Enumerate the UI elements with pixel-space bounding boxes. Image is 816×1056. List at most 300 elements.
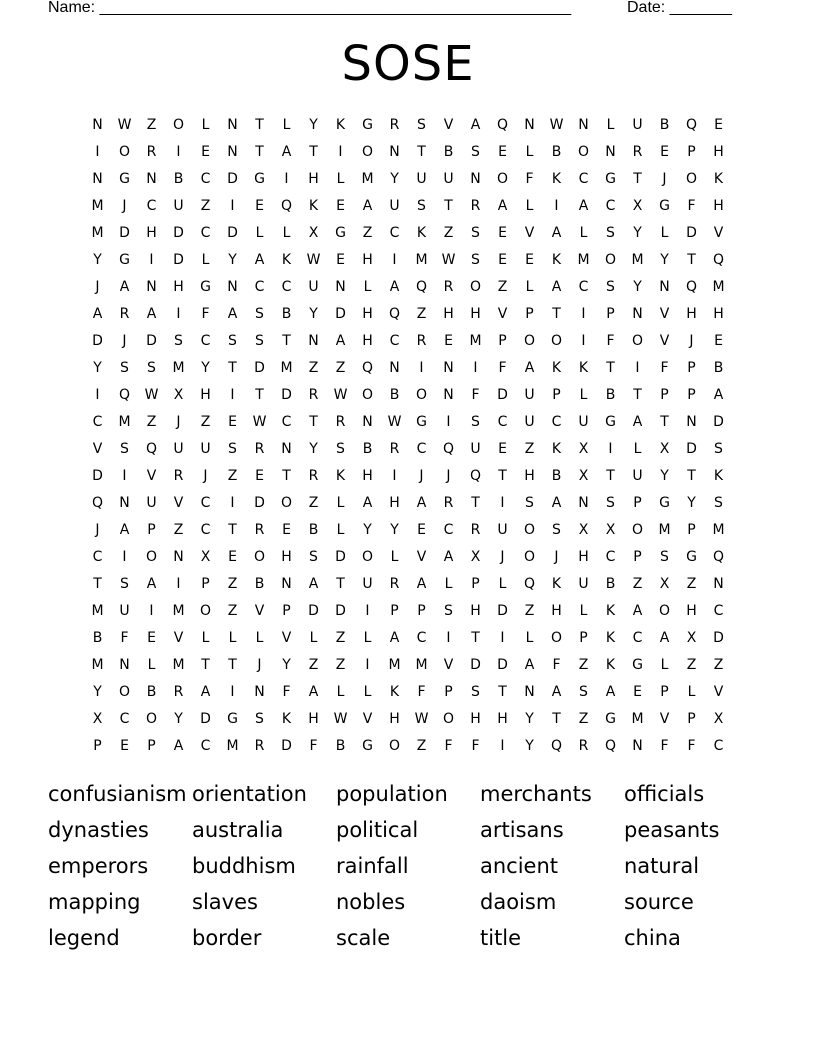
grid-letter: D — [686, 225, 697, 241]
grid-letter: K — [281, 711, 292, 727]
grid-letter: M — [91, 603, 104, 619]
grid-letter: T — [228, 657, 237, 673]
grid-letter: N — [632, 738, 643, 754]
grid-letter: P — [147, 738, 156, 754]
grid-letter: O — [172, 117, 185, 133]
grid-letter: O — [550, 333, 563, 349]
grid-letter: Q — [280, 198, 293, 214]
grid-letter: B — [254, 576, 265, 592]
grid-letter: J — [662, 171, 667, 187]
grid-letter: N — [362, 414, 373, 430]
grid-letter: B — [281, 306, 292, 322]
word-bank-item: border — [192, 926, 262, 950]
grid-letter: D — [254, 495, 265, 511]
grid-letter: S — [228, 333, 237, 349]
grid-letter: R — [308, 468, 319, 484]
grid-letter: Y — [363, 522, 372, 538]
grid-letter: I — [230, 387, 235, 403]
grid-letter: M — [712, 279, 725, 295]
grid-letter: P — [687, 387, 696, 403]
grid-letter: F — [282, 684, 291, 700]
grid-letter: N — [119, 495, 130, 511]
grid-letter: I — [446, 414, 451, 430]
grid-letter: O — [469, 279, 482, 295]
grid-letter: Q — [118, 387, 131, 403]
grid-letter: X — [92, 711, 103, 727]
grid-letter: I — [500, 495, 505, 511]
grid-letter: L — [525, 630, 534, 646]
grid-letter: Z — [227, 603, 238, 619]
grid-letter: H — [497, 711, 508, 727]
grid-letter: H — [551, 603, 562, 619]
grid-letter: C — [254, 279, 265, 295]
grid-letter: Z — [146, 414, 157, 430]
grid-letter: V — [362, 711, 373, 727]
grid-letter: P — [633, 495, 642, 511]
grid-letter: I — [554, 198, 559, 214]
grid-letter: R — [389, 576, 400, 592]
grid-letter: K — [713, 468, 724, 484]
grid-letter: S — [714, 495, 723, 511]
grid-letter: U — [119, 603, 130, 619]
grid-letter: B — [362, 441, 373, 457]
grid-letter: D — [227, 225, 238, 241]
grid-letter: I — [581, 333, 586, 349]
grid-letter: L — [336, 684, 345, 700]
grid-letter: R — [632, 144, 643, 160]
grid-letter: U — [173, 441, 184, 457]
grid-letter: G — [632, 657, 643, 673]
grid-letter: A — [497, 198, 508, 214]
word-bank-item: buddhism — [192, 854, 296, 878]
grid-letter: A — [659, 630, 670, 646]
grid-letter: E — [498, 252, 507, 268]
word-bank-item: peasants — [624, 818, 720, 842]
grid-letter: B — [659, 117, 670, 133]
grid-letter: U — [497, 522, 508, 538]
grid-letter: V — [416, 549, 427, 565]
grid-letter: K — [335, 468, 346, 484]
grid-letter: F — [498, 360, 507, 376]
grid-letter: N — [389, 144, 400, 160]
grid-letter: I — [635, 360, 640, 376]
grid-letter: T — [93, 576, 102, 592]
grid-letter: R — [146, 144, 157, 160]
grid-letter: D — [497, 657, 508, 673]
grid-letter: M — [361, 171, 374, 187]
grid-letter: L — [147, 657, 156, 673]
grid-letter: W — [117, 117, 132, 133]
grid-letter: N — [632, 306, 643, 322]
grid-letter: U — [524, 387, 535, 403]
grid-letter: O — [631, 333, 644, 349]
grid-letter: M — [712, 522, 725, 538]
grid-letter: G — [335, 225, 346, 241]
grid-letter: H — [686, 603, 697, 619]
grid-letter: X — [578, 522, 589, 538]
grid-letter: B — [335, 738, 346, 754]
grid-letter: C — [92, 549, 103, 565]
grid-letter: Y — [390, 171, 399, 187]
grid-letter: Z — [524, 603, 535, 619]
grid-letter: O — [523, 522, 536, 538]
grid-letter: L — [201, 252, 210, 268]
grid-letter: A — [443, 549, 454, 565]
grid-letter: I — [284, 171, 289, 187]
grid-letter: L — [633, 441, 642, 457]
grid-letter: M — [280, 360, 293, 376]
grid-letter: D — [335, 603, 346, 619]
grid-letter: S — [228, 441, 237, 457]
grid-letter: Z — [335, 360, 346, 376]
grid-letter: U — [470, 441, 481, 457]
grid-letter: Z — [335, 657, 346, 673]
grid-letter: C — [605, 549, 616, 565]
grid-letter: Z — [362, 225, 373, 241]
grid-letter: C — [713, 603, 724, 619]
grid-letter: A — [470, 117, 481, 133]
grid-letter: P — [687, 522, 696, 538]
grid-letter: B — [92, 630, 103, 646]
grid-letter: E — [714, 117, 723, 133]
grid-letter: T — [309, 414, 318, 430]
grid-letter: G — [200, 279, 211, 295]
grid-letter: Z — [227, 576, 238, 592]
grid-letter: T — [498, 684, 507, 700]
grid-letter: L — [606, 117, 615, 133]
grid-letter: C — [713, 738, 724, 754]
grid-letter: Z — [308, 495, 319, 511]
grid-letter: H — [362, 468, 373, 484]
grid-letter: T — [606, 360, 615, 376]
grid-letter: P — [390, 603, 399, 619]
grid-letter: D — [146, 333, 157, 349]
grid-letter: I — [500, 738, 505, 754]
grid-letter: P — [552, 387, 561, 403]
grid-letter: T — [228, 522, 237, 538]
grid-letter: R — [470, 522, 481, 538]
grid-letter: Z — [524, 441, 535, 457]
grid-letter: K — [551, 252, 562, 268]
grid-letter: Q — [550, 738, 563, 754]
grid-letter: U — [389, 198, 400, 214]
grid-letter: D — [254, 360, 265, 376]
grid-letter: Z — [497, 279, 508, 295]
grid-letter: P — [417, 603, 426, 619]
grid-letter: F — [687, 738, 696, 754]
grid-letter: N — [92, 117, 103, 133]
grid-letter: J — [257, 657, 262, 673]
grid-letter: Y — [309, 441, 318, 457]
grid-letter: F — [660, 360, 669, 376]
grid-letter: K — [605, 657, 616, 673]
grid-letter: T — [687, 252, 696, 268]
grid-letter: Z — [632, 576, 643, 592]
word-bank-item: nobles — [336, 890, 406, 914]
grid-letter: Y — [390, 522, 399, 538]
grid-letter: V — [713, 225, 724, 241]
grid-letter: E — [201, 144, 210, 160]
grid-letter: T — [498, 468, 507, 484]
grid-letter: S — [606, 495, 615, 511]
grid-letter: N — [146, 171, 157, 187]
grid-letter: D — [335, 306, 346, 322]
grid-letter: V — [659, 711, 670, 727]
grid-letter: N — [659, 279, 670, 295]
grid-letter: R — [578, 738, 589, 754]
grid-letter: K — [281, 252, 292, 268]
grid-letter: A — [551, 495, 562, 511]
grid-letter: K — [605, 603, 616, 619]
grid-letter: V — [659, 306, 670, 322]
grid-letter: Y — [93, 252, 102, 268]
grid-letter: N — [254, 684, 265, 700]
grid-letter: V — [281, 630, 292, 646]
grid-letter: R — [119, 306, 130, 322]
grid-letter: D — [92, 333, 103, 349]
grid-letter: F — [201, 306, 210, 322]
grid-letter: C — [578, 171, 589, 187]
grid-letter: S — [471, 225, 480, 241]
grid-letter: A — [254, 252, 265, 268]
grid-letter: B — [713, 360, 724, 376]
grid-letter: N — [227, 279, 238, 295]
grid-letter: K — [416, 225, 427, 241]
grid-letter: I — [365, 603, 370, 619]
grid-letter: I — [230, 684, 235, 700]
grid-letter: E — [228, 549, 237, 565]
grid-letter: F — [606, 333, 615, 349]
grid-letter: Z — [173, 522, 184, 538]
grid-letter: A — [308, 684, 319, 700]
grid-letter: K — [335, 117, 346, 133]
grid-letter: B — [308, 522, 319, 538]
word-bank-item: mapping — [48, 890, 141, 914]
grid-letter: L — [228, 630, 237, 646]
grid-letter: J — [95, 279, 100, 295]
grid-letter: S — [471, 414, 480, 430]
grid-letter: N — [578, 495, 589, 511]
grid-letter: W — [414, 711, 429, 727]
grid-letter: S — [255, 333, 264, 349]
grid-letter: K — [551, 360, 562, 376]
grid-letter: T — [687, 468, 696, 484]
grid-letter: C — [200, 522, 211, 538]
grid-letter: O — [361, 144, 374, 160]
grid-letter: S — [120, 576, 129, 592]
grid-letter: B — [605, 387, 616, 403]
word-bank-item: rainfall — [336, 854, 409, 878]
grid-letter: A — [632, 414, 643, 430]
grid-letter: I — [176, 144, 181, 160]
grid-letter: A — [362, 198, 373, 214]
grid-letter: K — [578, 360, 589, 376]
grid-letter: N — [335, 279, 346, 295]
grid-letter: L — [579, 225, 588, 241]
grid-letter: H — [308, 711, 319, 727]
grid-letter: E — [660, 144, 669, 160]
grid-letter: U — [308, 279, 319, 295]
grid-letter: O — [577, 144, 590, 160]
grid-letter: W — [549, 117, 564, 133]
word-bank-item: title — [480, 926, 522, 950]
grid-letter: L — [336, 522, 345, 538]
grid-letter: H — [173, 279, 184, 295]
grid-letter: S — [417, 117, 426, 133]
grid-letter: I — [446, 630, 451, 646]
grid-letter: C — [200, 225, 211, 241]
grid-letter: L — [498, 576, 507, 592]
grid-letter: C — [416, 441, 427, 457]
grid-letter: D — [173, 225, 184, 241]
grid-letter: S — [444, 603, 453, 619]
grid-letter: C — [119, 711, 130, 727]
grid-letter: R — [254, 441, 265, 457]
grid-letter: O — [631, 522, 644, 538]
grid-letter: P — [606, 306, 615, 322]
grid-letter: Q — [388, 306, 401, 322]
grid-letter: D — [281, 738, 292, 754]
grid-letter: O — [118, 684, 131, 700]
grid-letter: N — [389, 360, 400, 376]
grid-letter: O — [523, 333, 536, 349]
word-bank-item: natural — [624, 854, 700, 878]
grid-letter: D — [713, 414, 724, 430]
grid-letter: Z — [713, 657, 724, 673]
grid-letter: Q — [523, 576, 536, 592]
grid-letter: U — [578, 414, 589, 430]
grid-letter: N — [443, 360, 454, 376]
grid-letter: N — [713, 576, 724, 592]
grid-letter: O — [388, 738, 401, 754]
grid-letter: Y — [633, 225, 642, 241]
grid-letter: A — [713, 387, 724, 403]
grid-letter: Y — [228, 252, 237, 268]
grid-letter: T — [471, 630, 480, 646]
word-bank-item: legend — [48, 926, 120, 950]
grid-letter: I — [230, 495, 235, 511]
grid-letter: Z — [200, 198, 211, 214]
grid-letter: U — [632, 117, 643, 133]
grid-letter: A — [389, 279, 400, 295]
grid-letter: L — [525, 144, 534, 160]
grid-letter: N — [605, 144, 616, 160]
grid-letter: I — [176, 306, 181, 322]
grid-letter: A — [605, 684, 616, 700]
grid-letter: H — [362, 252, 373, 268]
grid-letter: B — [551, 468, 562, 484]
grid-letter: Z — [443, 225, 454, 241]
grid-letter: Z — [686, 657, 697, 673]
grid-letter: Z — [578, 711, 589, 727]
grid-letter: L — [363, 630, 372, 646]
grid-letter: V — [92, 441, 103, 457]
grid-letter: I — [392, 468, 397, 484]
grid-letter: I — [500, 630, 505, 646]
grid-letter: I — [122, 468, 127, 484]
word-bank — [48, 776, 768, 956]
grid-letter: U — [200, 441, 211, 457]
grid-letter: X — [632, 198, 643, 214]
grid-letter: R — [173, 468, 184, 484]
grid-letter: E — [255, 198, 264, 214]
grid-letter: A — [281, 144, 292, 160]
grid-letter: Z — [416, 738, 427, 754]
word-bank-item: political — [336, 818, 419, 842]
grid-letter: N — [281, 576, 292, 592]
grid-letter: Y — [174, 711, 183, 727]
grid-letter: H — [470, 603, 481, 619]
grid-letter: A — [551, 279, 562, 295]
grid-letter: I — [95, 144, 100, 160]
grid-letter: N — [92, 171, 103, 187]
grid-letter: S — [471, 252, 480, 268]
grid-letter: F — [309, 738, 318, 754]
grid-letter: U — [173, 198, 184, 214]
grid-letter: T — [282, 333, 291, 349]
grid-letter: L — [201, 630, 210, 646]
header-line — [48, 0, 748, 20]
grid-letter: Q — [496, 117, 509, 133]
grid-letter: M — [91, 198, 104, 214]
grid-letter: H — [713, 144, 724, 160]
grid-letter: M — [658, 522, 671, 538]
grid-letter: J — [419, 468, 424, 484]
grid-letter: L — [309, 630, 318, 646]
grid-letter: X — [713, 711, 724, 727]
grid-letter: T — [336, 576, 345, 592]
grid-letter: E — [120, 738, 129, 754]
grid-letter: O — [199, 603, 212, 619]
grid-letter: W — [333, 387, 348, 403]
grid-letter: L — [579, 387, 588, 403]
grid-letter: K — [389, 684, 400, 700]
grid-letter: S — [579, 684, 588, 700]
grid-letter: Y — [633, 279, 642, 295]
grid-letter: H — [389, 495, 400, 511]
grid-letter: B — [443, 144, 454, 160]
grid-letter: S — [471, 144, 480, 160]
grid-letter: Y — [93, 360, 102, 376]
grid-letter: D — [497, 603, 508, 619]
grid-letter: B — [389, 387, 400, 403]
grid-letter: E — [417, 522, 426, 538]
grid-letter: L — [687, 684, 696, 700]
grid-letter: I — [581, 306, 586, 322]
grid-letter: E — [147, 630, 156, 646]
word-bank-item: orientation — [192, 782, 307, 806]
grid-letter: F — [525, 171, 534, 187]
grid-letter: D — [173, 252, 184, 268]
grid-letter: V — [443, 657, 454, 673]
grid-letter: P — [687, 144, 696, 160]
grid-letter: S — [147, 360, 156, 376]
grid-letter: P — [660, 684, 669, 700]
grid-letter: M — [631, 252, 644, 268]
grid-letter: T — [471, 495, 480, 511]
grid-letter: U — [362, 576, 373, 592]
grid-letter: I — [230, 198, 235, 214]
grid-letter: S — [660, 549, 669, 565]
grid-letter: H — [470, 711, 481, 727]
grid-letter: Z — [416, 306, 427, 322]
grid-letter: O — [496, 171, 509, 187]
grid-letter: L — [660, 225, 669, 241]
grid-letter: I — [95, 387, 100, 403]
grid-letter: T — [633, 387, 642, 403]
grid-letter: P — [633, 549, 642, 565]
grid-letter: A — [416, 495, 427, 511]
